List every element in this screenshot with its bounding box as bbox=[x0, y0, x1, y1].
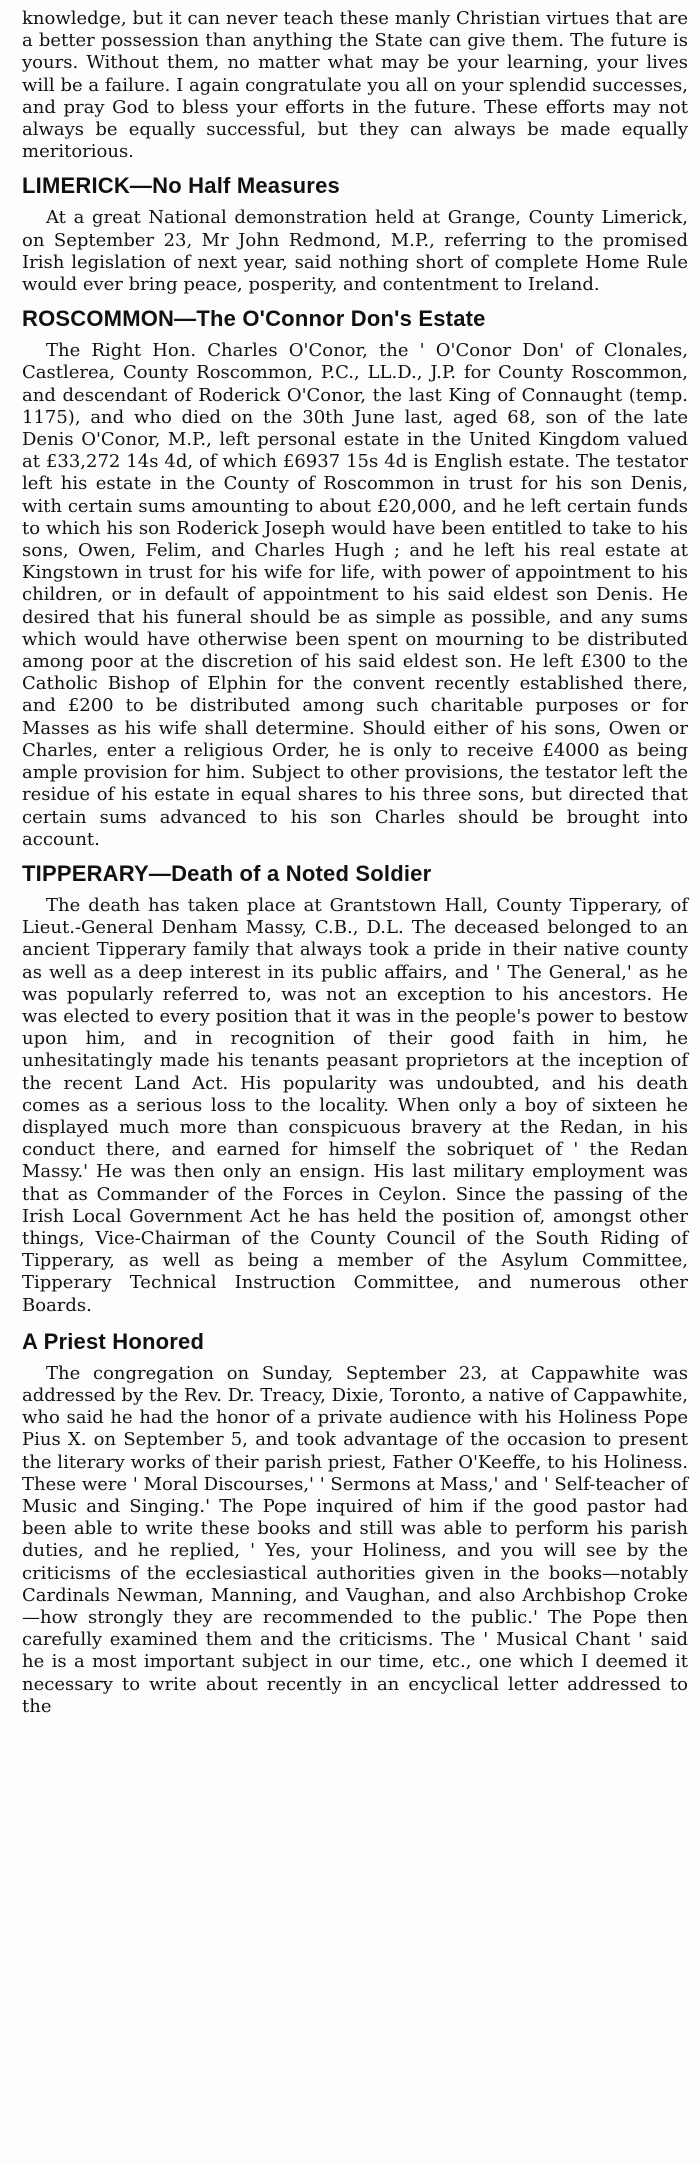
headline-priest-honored: A Priest Honored bbox=[22, 1328, 205, 1354]
article-tipperary: The death has taken place at Grantstown Hall, County Tipperary, of Lieut.-General Denham Massy, C.B., D.L. The deceased belonged to an ancient Tipperary family that always took a pride in their native county as well as a deep interest in its public affairs, and ' The General,' as he was popularly referred to, was not an exception to his ancestors. He was elected to every position that it was in the people's power to bestow upon him, and in recognition of their good faith in him, he unhesitatingly made his tenants peasant proprietors at the inception of the recent Land Act. His popularity was undoubted, and his death comes as a serious loss to the locality. When only a boy of sixteen he displayed much more than conspicuous bravery at the Redan, in his conduct there, and earned for himself the sobriquet of ' the Redan Massy.' He was then only an ensign. His last military employment was that as Commander of the Forces in Ceylon. Since the passing of the Irish Local Government Act he has held the position of, amongst other things, Vice-Chairman of the County Council of the South Riding of Tipperary, as well as being a member of the Asylum Committee, Tipperary Technical Instruction Committee, and numerous other Boards. bbox=[22, 894, 688, 1316]
headline-limerick: LIMERICK—No Half Measures bbox=[22, 173, 340, 199]
headline-roscommon: ROSCOMMON—The O'Connor Don's Estate bbox=[22, 306, 486, 332]
article-priest-honored: The congregation on Sunday, September 23, at Cappawhite was addressed by the Rev. Dr. Treacy, Dixie, Toronto, a native of Cappawhite, who said he had the honor of a private audience with his Holiness Pope Pius X. on September 5, and took advantage of the occasion to present the literary works of their parish priest, Father O'Keeffe, to his Holiness. These were ' Moral Discourses,' ' Sermons at Mass,' and ' Self-teacher of Music and Singing.' The Pope inquired of him if the good pastor had been able to write these books and still was able to perform his parish duties, and he replied, ' Yes, your Holiness, and you will see by the criticisms of the ecclesiastical authorities given in the books—notably Cardinals Newman, Manning, and Vaughan, and also Archbishop Croke—how strongly they are recommended to the public.' The Pope then carefully examined them and the criticisms. The ' Musical Chant ' said he is a most important subject in our time, etc., one which I deemed it necessary to write about recently in an encyclical letter addressed to the bbox=[22, 1362, 688, 1717]
headline-tipperary: TIPPERARY—Death of a Noted Soldier bbox=[22, 860, 432, 886]
article-limerick: At a great National demonstration held at Grange, County Limerick, on September 23, Mr John Redmond, M.P., referring to the promised Irish legislation of next year, said nothing short of complete Home Rule would ever bring peace, posperity, and contentment to Ireland. bbox=[22, 207, 688, 296]
intro-paragraph: knowledge, but it can never teach these manly Christian virtues that are a better possession than anything the State can give them. The future is yours. Without them, no matter what may be your learning, your lives will be a failure. I again congratulate you all on your splendid successes, and pray God to bless your efforts in the future. These efforts may not always be equally successful, but they can always be made equally meritorious. bbox=[22, 8, 688, 163]
article-roscommon: The Right Hon. Charles O'Conor, the ' O'Conor Don' of Clonales, Castlerea, County Roscommon, P.C., LL.D., J.P. for County Roscommon, and descendant of Roderick O'Conor, the last King of Connaught (temp. 1175), and who died on the 30th June last, aged 68, son of the late Denis O'Conor, M.P., left personal estate in the United Kingdom valued at £33,272 14s 4d, of which £6937 15s 4d is English estate. The testator left his estate in the County of Roscommon in trust for his son Denis, with certain sums amounting to about £20,000, and he left certain funds to which his son Roderick Joseph would have been entitled to take to his sons, Owen, Felim, and Charles Hugh ; and he left his real estate at Kingstown in trust for his wife for life, with power of appointment to his children, or in default of appointment to his said eldest son Denis. He desired that his funeral should be as simple as possible, and any sums which would have otherwise been spent on mourning to be distributed among poor at the discretion of his said eldest son. He left £300 to the Catholic Bishop of Elphin for the convent recently established there, and £200 to be distributed among such charitable purposes or for Masses as his wife shall determine. Should either of his sons, Owen or Charles, enter a religious Order, he is only to receive £4000 as being ample provision for him. Subject to other provisions, the testator left the residue of his estate in equal shares to his three sons, but directed that certain sums advanced to his son Charles should be brought into account. bbox=[22, 340, 688, 850]
